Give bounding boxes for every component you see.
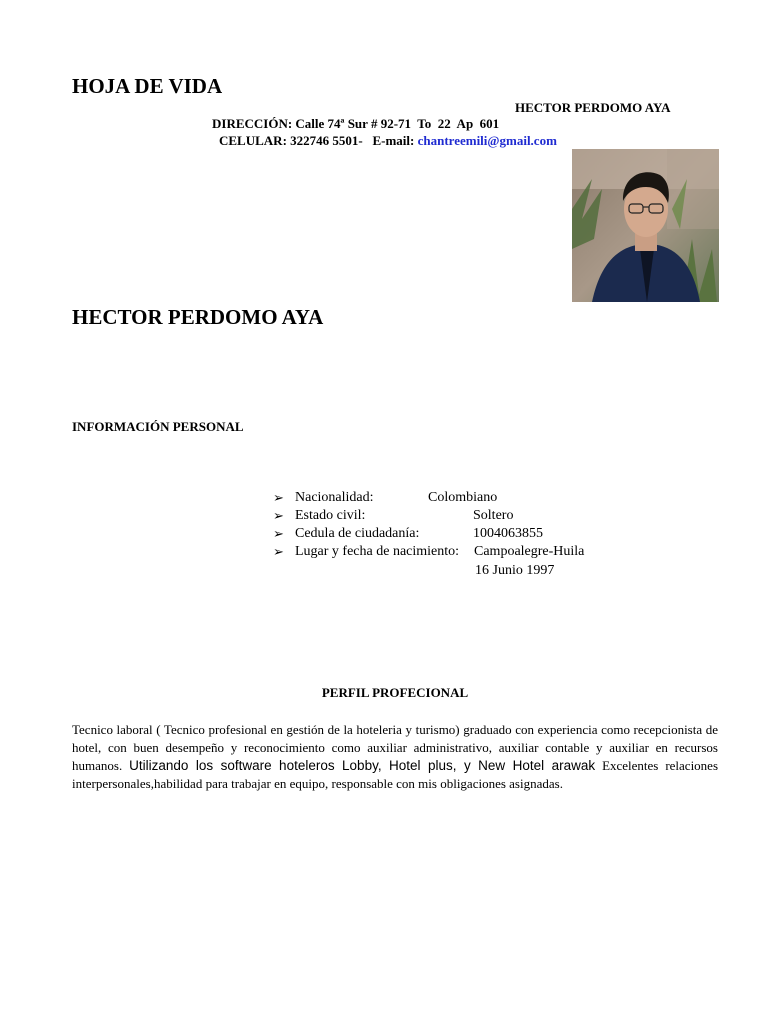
profile-paragraph (72, 721, 718, 793)
arrow-bullet-icon: ➢ (273, 526, 284, 541)
email-link[interactable]: chantreemili@gmail.com (417, 133, 557, 148)
name-heading: HECTOR PERDOMO AYA (72, 305, 324, 329)
info-label: Nacionalidad: (295, 490, 374, 505)
arrow-bullet-icon: ➢ (273, 544, 284, 559)
info-label: Estado civil: (295, 508, 366, 523)
profile-photo (572, 149, 719, 302)
info-value: 1004063855 (473, 526, 543, 541)
contact-line (219, 133, 557, 149)
personal-info-title: INFORMACIÓN PERSONAL (72, 419, 244, 434)
info-value: 16 Junio 1997 (475, 563, 555, 578)
arrow-bullet-icon: ➢ (273, 508, 284, 523)
address-line: DIRECCIÓN: Calle 74ª Sur # 92-71 To 22 Ap 601 (212, 116, 500, 131)
phone-text: CELULAR: 322746 5501- E-mail: (219, 133, 418, 148)
info-value: Soltero (473, 508, 514, 523)
info-value: Campoalegre-Huila (474, 544, 585, 559)
info-label: Cedula de ciudadanía: (295, 526, 420, 541)
header-name: HECTOR PERDOMO AYA (515, 100, 671, 115)
info-label: Lugar y fecha de nacimiento: (295, 544, 460, 559)
profile-photo-image (572, 149, 719, 302)
profile-title: PERFIL PROFECIONAL (321, 685, 469, 700)
info-value: Colombiano (428, 490, 498, 505)
profile-text-part3: Excelentes relaciones interpersonales,habilidad para trabajar en equipo, responsable con mis obligaciones asignadas. (72, 758, 719, 791)
profile-text-part1: Tecnico laboral ( Tecnico profesional en gestión de la hoteleria y turismo) graduado con experiencia como recepcionista de hotel, con buen desempeño y reconocimiento como auxiliar administrativo, auxiliar contable y auxiliar en recursos humanos. (72, 722, 718, 773)
document-title: HOJA DE VIDA (72, 74, 223, 98)
arrow-bullet-icon: ➢ (273, 490, 284, 505)
profile-text-part2: Utilizando los software hoteleros Lobby, Hotel plus, y New Hotel arawak (129, 758, 596, 773)
